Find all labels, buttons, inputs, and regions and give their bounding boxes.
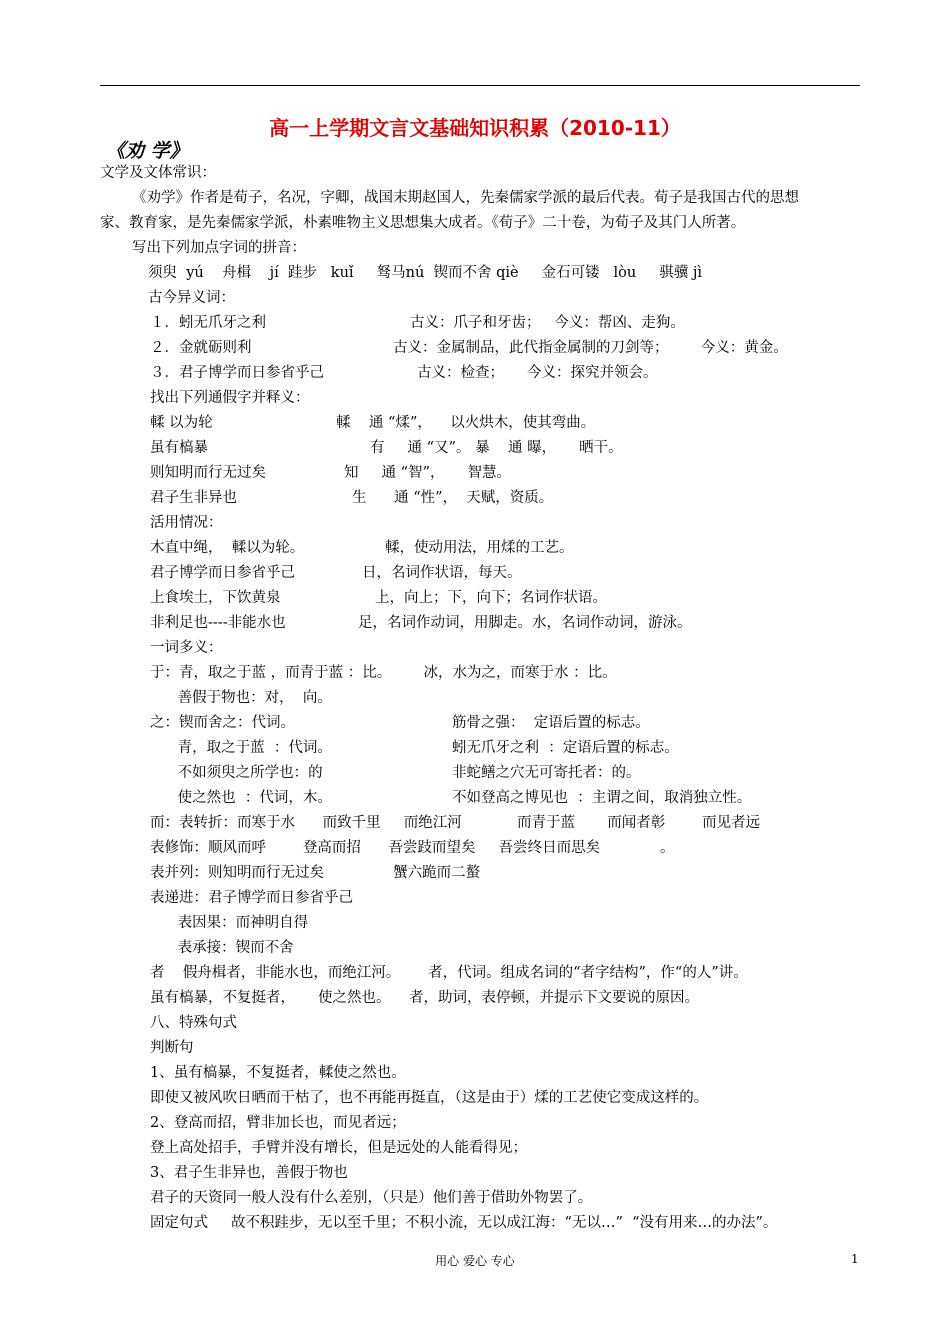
text-line: 文学及文体常识： <box>100 165 216 181</box>
header-rule <box>100 85 860 86</box>
text-line: 虽有槁暴 <box>150 440 208 456</box>
section-heading: 《劝 学》 <box>106 140 189 162</box>
text-line-gloss: 輮，使动用法，用煣的工艺。 <box>385 540 574 556</box>
text-line: 找出下列通假字并释义： <box>150 390 310 406</box>
page-footer: 用心 爱心 专心 <box>435 1254 515 1268</box>
text-line-gloss: 筋骨之强： 定语后置的标志。 <box>452 715 650 731</box>
text-line: 表并列：则知明而行无过矣 蟹六跪而二螯 <box>150 865 481 881</box>
text-line: 表递进：君子博学而日参省乎己 <box>150 890 353 906</box>
text-line: ２．金就砺则利 <box>150 340 252 356</box>
text-line: 八、特殊句式 <box>150 1015 237 1031</box>
text-line-gloss: 足，名词作动词，用脚走。水，名词作动词，游泳。 <box>358 615 692 631</box>
text-line: 则知明而行无过矣 <box>150 465 266 481</box>
text-line: 青，取之于蓝 ：代词。 <box>150 740 332 756</box>
text-line: 表修饰：顺风而呼 登高而招 吾尝跂而望矣 吾尝终日而思矣 。 <box>150 840 675 856</box>
text-line-gloss: 生 通 “性”， 天赋，资质。 <box>352 490 554 506</box>
page-title: 高一上学期文言文基础知识积累（2010-11） <box>269 116 681 140</box>
text-line: 君子博学而日参省乎己 <box>150 565 295 581</box>
text-line: 善假于物也：对， 向。 <box>150 690 332 706</box>
text-line: 君子的天资同一般人没有什么差别，（只是）他们善于借助外物罢了。 <box>150 1190 593 1206</box>
text-line: 不如须臾之所学也：的 <box>150 765 323 781</box>
text-line-gloss: 輮 通 “煣”， 以火烘木，使其弯曲。 <box>336 415 596 431</box>
text-line: 使之然也 ：代词，木。 <box>150 790 332 806</box>
text-line-gloss: 有 通 “又”。 暴 通 曝， 晒干。 <box>370 440 623 456</box>
text-line: 2、登高而招，臂非加长也，而见者远； <box>150 1115 406 1131</box>
text-line: 而：表转折：而寒于水 而致千里 而绝江河 而青于蓝 而闻者彰 而见者远 <box>150 815 761 831</box>
text-line: 登上高处招手，手臂并没有增长，但是远处的人能看得见； <box>150 1140 527 1156</box>
text-line-gloss: 上，向上；下，向下；名词作状语。 <box>375 590 607 606</box>
text-line-gloss: 古义：金属制品，此代指金属制的刀剑等； 今义：黄金。 <box>393 340 788 356</box>
text-line: 1、虽有槁暴，不复挺者，輮使之然也。 <box>150 1065 406 1081</box>
text-line: 木直中绳， 輮以为轮。 <box>150 540 305 556</box>
text-line: 活用情况： <box>150 515 223 531</box>
text-line: 虽有槁暴，不复挺者， 使之然也。 者，助词，表停顿，并提示下文要说的原因。 <box>150 990 699 1006</box>
text-line: 輮 以为轮 <box>150 415 213 431</box>
text-line: 《劝学》作者是荀子，名况，字卿，战国末期赵国人，先秦儒家学派的最后代表。荀子是我国古代的思想 <box>132 190 799 206</box>
text-line-gloss: 不如登高之博见也 ：主谓之间，取消独立性。 <box>452 790 752 806</box>
text-line: 即使又被风吹日晒而干枯了，也不再能再挺直，（这是由于）煣的工艺使它变成这样的。 <box>150 1090 709 1106</box>
text-line: 判断句 <box>150 1040 194 1056</box>
text-line: ３．君子博学而日参省乎己 <box>150 365 324 381</box>
text-line-gloss: 古义：检查； 今义：探究并领会。 <box>417 365 658 381</box>
text-line: １．蚓无爪牙之利 <box>150 315 266 331</box>
text-line: 非利足也----非能水也 <box>150 615 286 631</box>
text-line: 上食埃土，下饮黄泉 <box>150 590 281 606</box>
text-line-gloss: 古义：爪子和牙齿； 今义：帮凶、走狗。 <box>410 315 685 331</box>
text-line: 者 假舟楫者，非能水也，而绝江河。 者，代词。组成名词的“者字结构”，作“的人”讲。 <box>150 965 748 981</box>
text-line: 表因果：而神明自得 <box>150 915 309 931</box>
text-line: 古今异义词： <box>148 290 235 306</box>
text-line-gloss: 日，名词作状语，每天。 <box>362 565 522 581</box>
text-line: 表承接：锲而不舍 <box>150 940 294 956</box>
text-line: 固定句式 故不积跬步，无以至千里；不积小流，无以成江海：“无以…” “没有用来…的办法”。 <box>150 1215 778 1231</box>
text-line: 于：青，取之于蓝 ，而青于蓝 ：比。 冰，水为之，而寒于水 ：比。 <box>150 665 617 681</box>
text-line-gloss: 非蛇鳝之穴无可寄托者：的。 <box>452 765 641 781</box>
text-line: 3、君子生非异也，善假于物也 <box>150 1165 348 1181</box>
text-line: 之：锲而舍之：代词。 <box>150 715 295 731</box>
text-line: 一词多义： <box>150 640 223 656</box>
page-number: 1 <box>851 1252 859 1266</box>
text-line-gloss: 蚓无爪牙之利 ：定语后置的标志。 <box>452 740 679 756</box>
text-line: 写出下列加点字词的拼音： <box>132 240 306 256</box>
text-line: 君子生非异也 <box>150 490 237 506</box>
text-line-gloss: 知 通 “智”， 智慧。 <box>344 465 512 481</box>
text-line: 家、教育家，是先秦儒家学派，朴素唯物主义思想集大成者。《荀子》二十卷，为荀子及其门人所著。 <box>100 215 746 231</box>
text-line: 须臾 yú 舟楫 jí 跬步 kuǐ 驽马nú 锲而不舍 qiè 金石可镂 lòu 骐骥 jì <box>148 265 702 281</box>
